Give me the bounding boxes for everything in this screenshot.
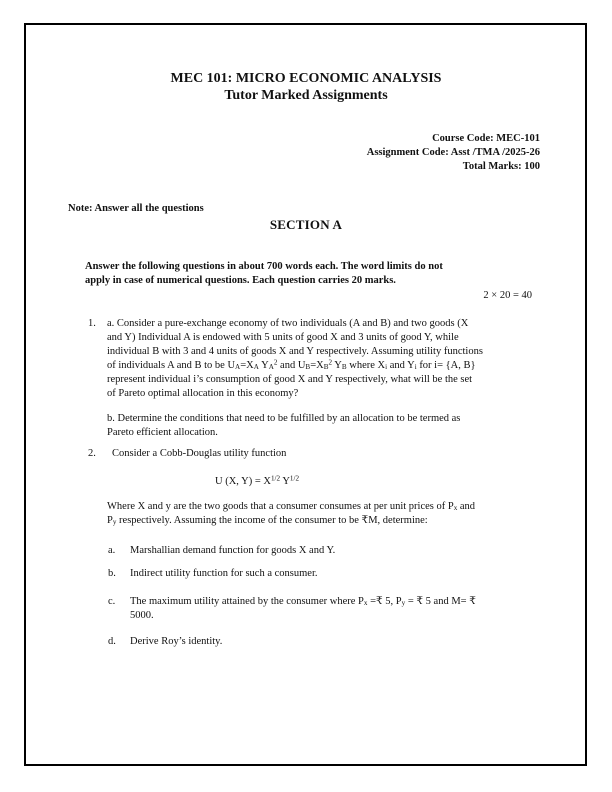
item-c-label: c. xyxy=(108,596,116,607)
assignment-code: Assignment Code: Asst /TMA /2025-26 xyxy=(366,147,540,158)
item-b-label: b. xyxy=(108,568,116,579)
item-b-text: Indirect utility function for such a consumer. xyxy=(130,568,318,579)
note-text: Note: Answer all the questions xyxy=(68,203,204,214)
marks-formula: 2 × 20 = 40 xyxy=(483,290,532,301)
question-2-description: Where X and y are the two goods that a consumer consumes at per unit prices of $P_x$ and $P_y$ respectively. Assuming the income of the consumer to be ₹M, determine: xyxy=(107,501,476,527)
item-c-text: The maximum utility attained by the consumer where $P_x$ =₹ 5, $P_y$ = ₹ 5 and M= ₹ 5000. xyxy=(130,596,476,621)
doc-subtitle: Tutor Marked Assignments xyxy=(224,88,388,103)
list-item-d xyxy=(0,635,612,649)
utility-function-formula: U (X, $Y) = X^{1/2}$ $Y^{1/2}$ xyxy=(215,474,300,487)
total-marks: Total Marks: 100 xyxy=(462,161,540,172)
item-d-label: d. xyxy=(108,636,116,647)
list-item-b xyxy=(0,567,612,581)
question-1-part-b: b. Determine the conditions that need to be fulfilled by an allocation to be termed as Pareto efficient allocation. xyxy=(107,413,461,438)
list-item-a xyxy=(0,544,612,558)
question-1-body xyxy=(107,317,483,440)
section-instructions: Answer the following questions in about 700 words each. The word limits do not apply in case of numerical questions. Each question carries 20 marks. xyxy=(85,261,443,286)
doc-title: MEC 101: MICRO ECONOMIC ANALYSIS xyxy=(170,71,442,86)
question-2 xyxy=(0,447,612,461)
question-2-intro: Consider a Cobb-Douglas utility function xyxy=(112,448,287,459)
question-2-number: 2. xyxy=(88,448,96,459)
item-a-text: Marshallian demand function for goods X and Y. xyxy=(130,545,336,556)
section-a-heading: SECTION A xyxy=(269,217,343,232)
course-code: Course Code: MEC-101 xyxy=(432,133,540,144)
question-1-number: 1. xyxy=(88,318,96,329)
list-item-c xyxy=(0,595,612,623)
item-d-text: Derive Roy’s identity. xyxy=(130,636,223,647)
question-1-part-a: a. Consider a pure-exchange economy of two individuals (A and B) and two goods (X and Y) Individual A is endowed with 5 units of good X and 3 units of good Y, while individual B with 3 and 4 units of goods X and Y respectively. Assuming utility functions of individuals A and B to be $U_A=X_A$ $Y_A^2$ and $U_B=X_B^2$ $Y_B$ where $X_i$ and $Y_i$ for i= {A, B} represent individual i’s consumption of good X and Y respectively, what will be the set of Pareto optimal allocation in this economy? xyxy=(107,318,483,399)
item-a-label: a. xyxy=(108,545,116,556)
assignment-meta-block xyxy=(0,132,612,174)
question-1 xyxy=(0,317,612,440)
document-header xyxy=(0,70,612,104)
